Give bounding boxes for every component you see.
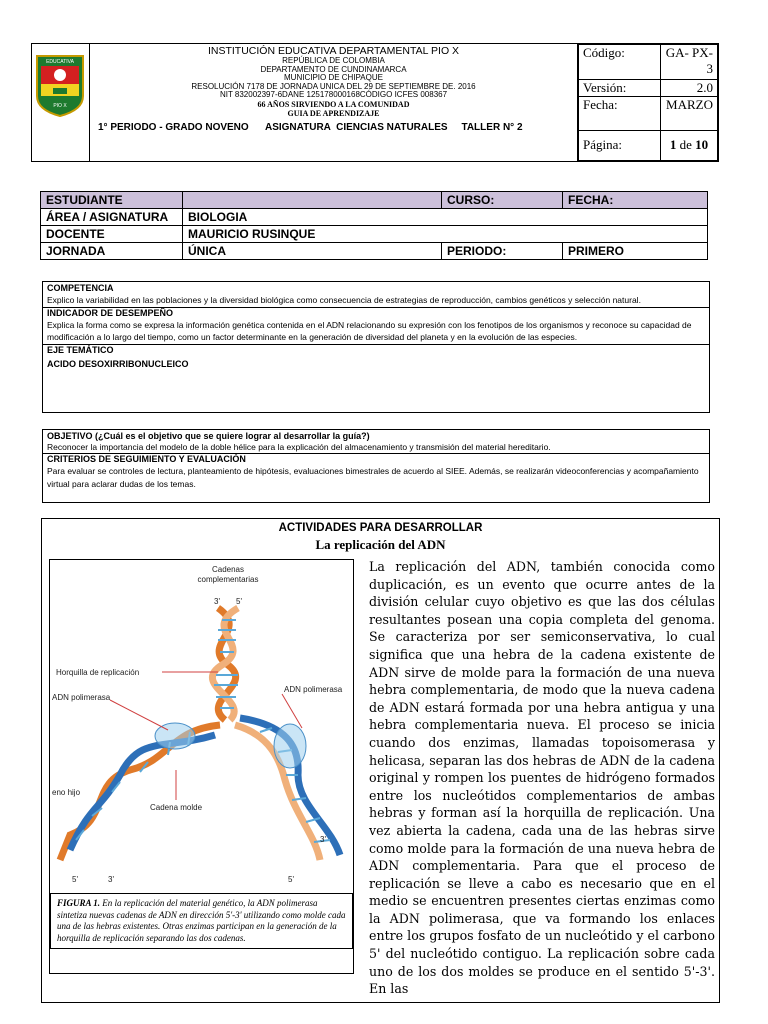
jornada-label: JORNADA <box>41 243 183 260</box>
header-line-2: DEPARTAMENTO DE CUNDINAMARCA <box>260 64 407 74</box>
indicador-text: Explica la forma como se expresa la información genética contenida en el ADN relacionando su expresión con los fenotipos de los organismos y reconoce su capacidad de modificación a lo largo del tiempo, como un factor determinante en la generación de diversidad del planeta y en la evolución de las especies. <box>47 319 692 342</box>
objetivo-text: Reconocer la importancia del modelo de la doble hélice para la explicación del almacenamiento y transmisión del material hereditario. <box>47 442 551 452</box>
left-branch-helix <box>60 723 220 860</box>
codigo-label: Código: <box>579 45 661 80</box>
dna-replication-diagram <box>50 560 353 890</box>
institution-title-cell <box>90 44 578 161</box>
document-meta-table <box>578 44 718 161</box>
codigo-value: GA- PX-3 <box>661 45 718 80</box>
svg-text:complementarias: complementarias <box>197 575 259 584</box>
document-header <box>31 43 719 162</box>
svg-text:3': 3' <box>320 835 326 844</box>
parent-helix <box>212 608 238 720</box>
activities-subtitle: La replicación del ADN <box>315 537 446 552</box>
svg-text:ADN polimerasa: ADN polimerasa <box>284 685 343 694</box>
docente-label: DOCENTE <box>41 226 183 243</box>
competencia-text: Explico la variabilidad en las poblaciones y la diversidad biológica como consecuencia de estrategias de reproducción, cambios genéticos y selección natural. <box>47 295 641 305</box>
period-line: 1° PERIODO - GRADO NOVENO ASIGNATURA CIENCIAS NATURALES TALLER N° 2 <box>98 121 523 133</box>
svg-text:Cadenas: Cadenas <box>211 565 245 574</box>
svg-text:Cadena molde: Cadena molde <box>150 803 203 812</box>
school-crest-logo <box>32 44 88 161</box>
pagina-value: 1 de 10 <box>661 130 718 160</box>
area-label: ÁREA / ASIGNATURA <box>41 209 183 226</box>
header-line-3: MUNICIPIO DE CHIPAQUE <box>284 73 383 83</box>
header-motto: 66 AÑOS SIRVIENDO A LA COMUNIDAD <box>257 99 410 109</box>
competencia-box <box>42 281 710 413</box>
objetivo-title: OBJETIVO (¿Cuál es el objetivo que se quiere lograr al desarrollar la guía?) <box>47 431 370 441</box>
svg-text:5': 5' <box>72 875 78 884</box>
version-label: Versión: <box>579 80 661 97</box>
eje-title: EJE TEMÁTICO <box>47 344 114 355</box>
logo-cell <box>32 44 90 161</box>
svg-text:3': 3' <box>108 875 114 884</box>
header-line-1: REPÚBLICA DE COLOMBIA <box>282 56 385 65</box>
activities-section <box>41 518 720 1003</box>
estudiante-label: ESTUDIANTE <box>41 192 183 209</box>
replication-body-text: La replicación del ADN, también conocida como duplicación, es un evento que ocurre antes de la división celular cuyo objetivo es que las dos células resultantes posean una copia completa del genoma. Se caracteriza por ser semiconservativa, lo cual significa que una hebra de la cadena existente de ADN sirve de molde para la formación de una nueva hebra complementaria, de modo que la nueva cadena de ADN estará formada por una hebra antigua y una hebra complementaria nueva. El proceso se inicia cuando dos enzimas, llamadas topoisomerasa y helicasa, separan las dos hebras de ADN de la cadena original y rompen los puentes de hidrógeno formados entre los nucleótidos complementarios de ambas hebras y forman así la horquilla de replicación. Una vez abierta la cadena, cada una de las hebras sirve como molde para la formación de una nueva hebra de ADN complementaria. Para que el proceso de replicación se lleve a cabo es necesario que en el medio se encuentren presentes ciertas enzimas como la ADN polimerasa, que va formando los enlaces entre los grupos fosfato de un nucleótido y el carbono 5' del nucleótido contiguo. La replicación sobre cada uno de los dos moldes se produce en el sentido 5'-3'. En las <box>369 559 715 997</box>
area-value: BIOLOGIA <box>183 209 708 226</box>
svg-text:3': 3' <box>214 597 220 606</box>
fecha-label: FECHA: <box>563 192 708 209</box>
svg-text:5': 5' <box>236 597 242 606</box>
indicador-title: INDICADOR DE DESEMPEÑO <box>47 307 174 318</box>
estudiante-value[interactable] <box>183 192 442 209</box>
docente-value: MAURICIO RUSINQUE <box>183 226 708 243</box>
activities-title: ACTIVIDADES PARA DESARROLLAR <box>278 522 483 534</box>
svg-text:ADN polimerasa: ADN polimerasa <box>52 693 111 702</box>
fecha-label: Fecha: <box>579 97 661 130</box>
dna-replication-figure <box>49 559 354 974</box>
jornada-value: ÚNICA <box>183 243 442 260</box>
institution-name: INSTITUCIÓN EDUCATIVA DEPARTAMENTAL PIO X <box>207 45 460 57</box>
svg-text:PIO X: PIO X <box>53 103 67 109</box>
eje-text: ACIDO DESOXIRRIBONUCLEICO <box>47 358 189 369</box>
fecha-value: MARZO <box>661 97 718 130</box>
competencia-title: COMPETENCIA <box>47 283 114 293</box>
student-info-table <box>40 191 708 260</box>
svg-text:EDUCATIVA: EDUCATIVA <box>46 59 74 65</box>
svg-text:Horquilla de replicación: Horquilla de replicación <box>56 668 140 677</box>
criterios-title: CRITERIOS DE SEGUIMIENTO Y EVALUACIÓN <box>47 454 246 464</box>
curso-label: CURSO: <box>442 192 563 209</box>
criterios-text: Para evaluar se controles de lectura, planteamiento de hipótesis, evaluaciones bimestrales de acuerdo al SIEE. Además, se realizarán videoconferencias y acompañamiento virtual para aclarar dudas de los temas. <box>47 466 699 489</box>
header-line-4: RESOLUCIÓN 7178 DE JORNADA UNICA DEL 29 DE SEPTIEMBRE DE. 2016 <box>191 81 476 91</box>
periodo-label: PERIODO: <box>442 243 563 260</box>
figure-caption: FIGURA 1. En la replicación del material genético, la ADN polimerasa sintetiza nuevas cadenas de ADN en dirección 5'-3' utilizando como molde cada una de las hebras existentes. Otras enzimas participan en la generación de la horquilla de replicación separando las dos cadenas. <box>50 893 353 949</box>
version-value: 2.0 <box>661 80 718 97</box>
svg-text:eno hijo: eno hijo <box>52 788 81 797</box>
svg-text:5': 5' <box>288 875 294 884</box>
periodo-value: PRIMERO <box>563 243 708 260</box>
pagina-label: Página: <box>579 130 661 160</box>
objetivo-box <box>42 429 710 503</box>
header-guide: GUIA DE APRENDIZAJE <box>287 108 380 118</box>
header-line-5: NIT 832002397-6DANE 125178000168CÓDIGO ICFES 008367 <box>219 90 448 100</box>
